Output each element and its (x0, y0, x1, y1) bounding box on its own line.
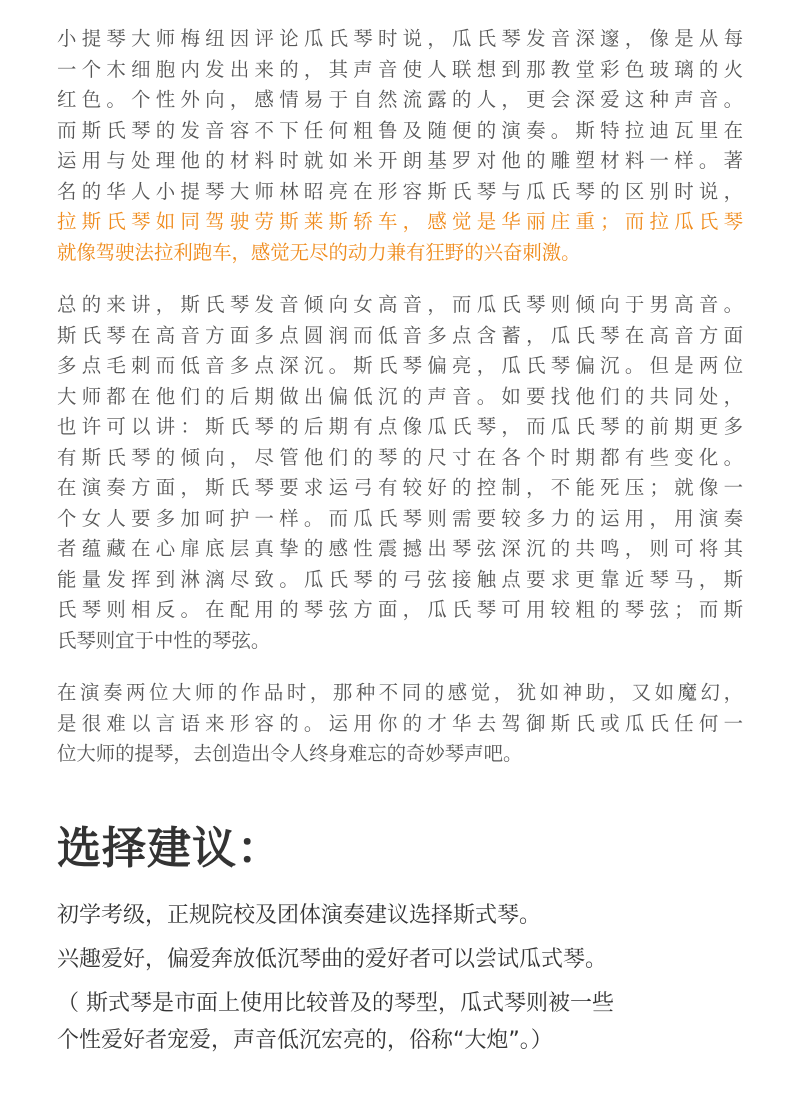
text-line: 名的华人小提琴大师林昭亮在形容斯氏琴与瓜氏琴的区别时说， (57, 179, 743, 203)
advice-list (57, 897, 747, 1059)
advice-heading: 选择建议： (57, 823, 282, 874)
paragraph-violin-comparison (57, 24, 743, 268)
text-line: 在演奏方面，斯氏琴要求运弓有较好的控制，不能死压；就像一 (57, 476, 743, 499)
text-line: 斯氏琴在高音方面多点圆润而低音多点含蓄，瓜氏琴在高音方面 (57, 323, 743, 347)
text-line: 在演奏两位大师的作品时，那种不同的感觉，犹如神助，又如魔幻， (57, 681, 743, 704)
text-line: 有斯氏琴的倾向，尽管他们的琴的尺寸在各个时期都有些变化。 (57, 445, 743, 469)
text-line: 也许可以讲：斯氏琴的后期有点像瓜氏琴，而瓜氏琴的前期更多 (57, 415, 743, 438)
text-line: 氏琴则相反。在配用的琴弦方面，瓜氏琴可用较粗的琴弦；而斯 (57, 598, 743, 621)
highlighted-text-line: 拉斯氏琴如同驾驶劳斯莱斯轿车，感觉是华丽庄重；而拉瓜氏琴 (57, 210, 743, 233)
text-line: 运用与处理他的材料时就如米开朗基罗对他的雕塑材料一样。著 (57, 149, 743, 172)
text-line: 个女人要多加呵护一样。而瓜氏琴则需要较多力的运用，用演奏 (57, 506, 743, 530)
text-line: 总的来讲，斯氏琴发音倾向女高音，而瓜氏琴则倾向于男高音。 (57, 293, 743, 316)
text-line: 多点毛刺而低音多点深沉。斯氏琴偏亮，瓜氏琴偏沉。但是两位 (57, 354, 743, 377)
advice-item: 初学考级，正规院校及团体演奏建议选择斯式琴。 (57, 903, 542, 928)
paragraph-tone-summary (57, 290, 743, 656)
text-line: 红色。个性外向，感情易于自然流露的人，更会深爱这种声音。 (57, 88, 743, 111)
advice-note-line: （ 斯式琴是市面上使用比较普及的琴型，瓜式琴则被一些 (57, 991, 614, 1016)
text-line: 大师都在他们的后期做出偏低沉的声音。如要找他们的共同处， (57, 384, 743, 408)
text-line: 一个木细胞内发出来的，其声音使人联想到那教堂彩色玻璃的火 (57, 57, 743, 81)
advice-note-line: 个性爱好者宠爱，声音低沉宏亮的，俗称“大炮”。） (57, 1028, 553, 1053)
text-line: 而斯氏琴的发音容不下任何粗鲁及随便的演奏。斯特拉迪瓦里在 (57, 118, 743, 142)
text-line: 能量发挥到淋漓尽致。瓜氏琴的弓弦接触点要求更靠近琴马，斯 (57, 567, 743, 591)
paragraph-closing (57, 678, 743, 770)
text-line: 小提琴大师梅纽因评论瓜氏琴时说，瓜氏琴发音深邃，像是从每 (57, 27, 743, 50)
article-body (57, 24, 743, 770)
highlighted-text-line: 就像驾驶法拉利跑车，感觉无尽的动力兼有狂野的兴奋刺激。 (57, 240, 581, 264)
text-line: 者蕴藏在心扉底层真挚的感性震撼出琴弦深沉的共鸣，则可将其 (57, 537, 743, 560)
text-line: 氏琴则宜于中性的琴弦。 (57, 628, 271, 652)
text-line: 是很难以言语来形容的。运用你的才华去驾御斯氏或瓜氏任何一 (57, 711, 743, 735)
text-line: 位大师的提琴，去创造出令人终身难忘的奇妙琴声吧。 (57, 742, 523, 765)
advice-item: 兴趣爱好，偏爱奔放低沉琴曲的爱好者可以尝试瓜式琴。 (57, 947, 608, 972)
